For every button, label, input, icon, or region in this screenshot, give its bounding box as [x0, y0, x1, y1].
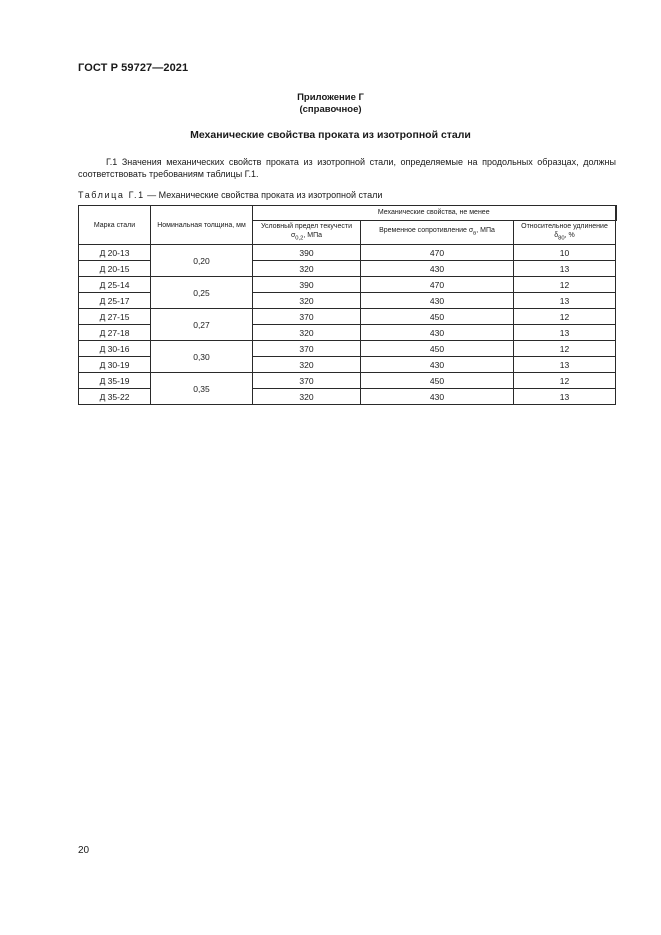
cell-grade: Д 35-19 — [79, 373, 151, 389]
cell-grade: Д 20-13 — [79, 245, 151, 261]
table-caption-label: Таблица Г.1 — [78, 190, 145, 200]
cell-elongation: 10 — [514, 245, 616, 261]
cell-tensile: 450 — [361, 309, 514, 325]
cell-yield: 320 — [253, 325, 361, 341]
cell-thickness: 0,20 — [151, 245, 253, 277]
table-row — [79, 309, 616, 325]
cell-thickness: 0,27 — [151, 309, 253, 341]
table-row — [79, 277, 616, 293]
standard-number: ГОСТ Р 59727—2021 — [78, 62, 189, 74]
cell-yield: 320 — [253, 389, 361, 405]
cell-thickness: 0,35 — [151, 373, 253, 405]
cell-tensile: 470 — [361, 245, 514, 261]
cell-grade: Д 25-14 — [79, 277, 151, 293]
cell-tensile: 450 — [361, 373, 514, 389]
cell-grade: Д 27-15 — [79, 309, 151, 325]
cell-thickness: 0,25 — [151, 277, 253, 309]
table-row — [79, 341, 616, 357]
cell-elongation: 13 — [514, 389, 616, 405]
header-tensile: Временное сопротивление $\sigma_в$, МПа — [361, 221, 514, 245]
cell-tensile: 450 — [361, 341, 514, 357]
cell-yield: 320 — [253, 261, 361, 277]
header-yield: Условный предел текучести $\sigma_{0,2}$, МПа — [253, 221, 361, 245]
section-heading: Механические свойства проката из изотропной стали — [190, 129, 471, 141]
annex-header — [0, 92, 661, 116]
cell-elongation: 12 — [514, 341, 616, 357]
cell-elongation: 13 — [514, 325, 616, 341]
cell-yield: 370 — [253, 341, 361, 357]
cell-elongation: 12 — [514, 277, 616, 293]
cell-yield: 390 — [253, 277, 361, 293]
page-number: 20 — [78, 845, 90, 856]
cell-tensile: 470 — [361, 277, 514, 293]
cell-elongation: 13 — [514, 293, 616, 309]
cell-grade: Д 30-19 — [79, 357, 151, 373]
body-paragraph: Г.1 Значения механических свойств проката из изотропной стали, определяемые на продольных образцах, должны соответствовать требованиям таблицы Г.1. — [78, 157, 616, 179]
cell-yield: 370 — [253, 373, 361, 389]
annex-title: Приложение Г — [297, 92, 364, 103]
cell-tensile: 430 — [361, 293, 514, 309]
cell-thickness: 0,30 — [151, 341, 253, 373]
cell-tensile: 430 — [361, 325, 514, 341]
header-elongation: Относительное удлинение $\delta_{80}$, % — [514, 221, 616, 245]
cell-grade: Д 20-15 — [79, 261, 151, 277]
annex-subtitle: (справочное) — [299, 104, 362, 115]
cell-tensile: 430 — [361, 261, 514, 277]
cell-elongation: 13 — [514, 357, 616, 373]
cell-yield: 390 — [253, 245, 361, 261]
cell-elongation: 13 — [514, 261, 616, 277]
cell-grade: Д 35-22 — [79, 389, 151, 405]
cell-yield: 320 — [253, 357, 361, 373]
cell-grade: Д 30-16 — [79, 341, 151, 357]
table-row — [79, 245, 616, 261]
header-mech-props: Механические свойства, не менее — [253, 206, 616, 221]
cell-tensile: 430 — [361, 357, 514, 373]
cell-yield: 320 — [253, 293, 361, 309]
cell-grade: Д 27-18 — [79, 325, 151, 341]
table-caption-text: — Механические свойства проката из изотропной стали — [144, 190, 383, 200]
cell-elongation: 12 — [514, 373, 616, 389]
properties-table — [78, 205, 617, 405]
table-row — [79, 373, 616, 389]
cell-elongation: 12 — [514, 309, 616, 325]
header-grade: Марка стали — [79, 206, 151, 245]
cell-grade: Д 25-17 — [79, 293, 151, 309]
cell-yield: 370 — [253, 309, 361, 325]
cell-tensile: 430 — [361, 389, 514, 405]
table-caption — [78, 190, 382, 200]
header-thickness: Номинальная толщина, мм — [151, 206, 253, 245]
